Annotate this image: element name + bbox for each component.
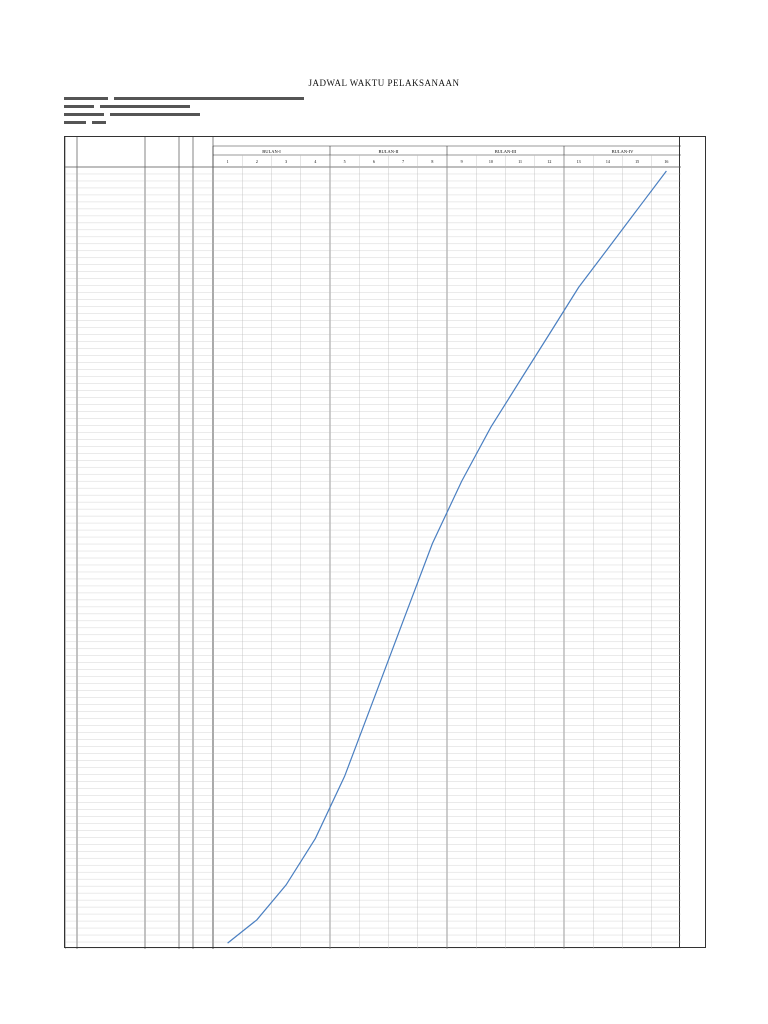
week-number: 4 — [314, 159, 317, 164]
cumulative-cell — [680, 398, 705, 405]
week-number: 3 — [285, 159, 288, 164]
cumulative-cell — [680, 795, 705, 802]
cumulative-cell — [680, 523, 705, 530]
cumulative-cell — [680, 739, 705, 746]
cumulative-cell — [680, 356, 705, 363]
cumulative-cell — [680, 628, 705, 635]
cumulative-cell — [680, 370, 705, 377]
cumulative-cell — [680, 412, 705, 419]
month-header: BULAN-I — [262, 149, 281, 154]
cumulative-cell — [680, 314, 705, 321]
cumulative-cell — [680, 272, 705, 279]
cumulative-cell — [680, 607, 705, 614]
cumulative-cell — [680, 712, 705, 719]
cumulative-cell — [680, 405, 705, 412]
cumulative-cell — [680, 642, 705, 649]
cumulative-cell — [680, 872, 705, 879]
cumulative-cell — [680, 259, 705, 266]
cumulative-cell — [680, 677, 705, 684]
cumulative-cell — [680, 551, 705, 558]
cumulative-cell — [680, 802, 705, 809]
cumulative-cell — [680, 342, 705, 349]
project-info-block — [64, 96, 704, 128]
cumulative-cell — [680, 189, 705, 196]
cumulative-cell — [680, 774, 705, 781]
cumulative-cell — [680, 781, 705, 788]
cumulative-cell — [680, 203, 705, 210]
cumulative-cell — [680, 900, 705, 907]
cumulative-cell — [680, 419, 705, 426]
cumulative-cell — [680, 447, 705, 454]
cumulative-cell — [680, 579, 705, 586]
cumulative-cell — [680, 293, 705, 300]
cumulative-cell — [680, 844, 705, 851]
month-header: BULAN-II — [378, 149, 399, 154]
cumulative-cell — [680, 196, 705, 203]
cumulative-cell — [680, 335, 705, 342]
cumulative-cell — [680, 691, 705, 698]
cumulative-cell — [680, 921, 705, 928]
cumulative-cell — [680, 509, 705, 516]
week-number: 1 — [226, 159, 229, 164]
cumulative-cell — [680, 168, 705, 175]
cumulative-cell — [680, 837, 705, 844]
schedule-table — [64, 136, 680, 948]
cumulative-cell — [680, 600, 705, 607]
cumulative-cell — [680, 217, 705, 224]
cumulative-cell — [680, 440, 705, 447]
cumulative-cell — [680, 454, 705, 461]
cumulative-cell — [680, 489, 705, 496]
page-title: JADWAL WAKTU PELAKSANAAN — [308, 78, 460, 88]
cumulative-cell — [680, 391, 705, 398]
cumulative-cell — [680, 349, 705, 356]
cumulative-cell — [680, 621, 705, 628]
week-number: 16 — [664, 159, 669, 164]
week-number: 2 — [255, 159, 258, 164]
cumulative-cell — [680, 928, 705, 935]
cumulative-cell — [680, 635, 705, 642]
cumulative-cell — [680, 384, 705, 391]
week-number: 5 — [343, 159, 346, 164]
cumulative-cell — [680, 698, 705, 705]
week-number: 14 — [605, 159, 610, 164]
cumulative-cell — [680, 893, 705, 900]
week-number: 13 — [576, 159, 581, 164]
cumulative-cell — [680, 614, 705, 621]
cumulative-cell — [680, 502, 705, 509]
cumulative-cell — [680, 426, 705, 433]
cumulative-cell — [680, 161, 705, 168]
cumulative-cell — [680, 718, 705, 725]
cumulative-cell — [680, 788, 705, 795]
week-number: 6 — [372, 159, 375, 164]
schedule-grid — [65, 137, 681, 949]
cumulative-column — [680, 136, 706, 948]
cumulative-cell — [680, 753, 705, 760]
cumulative-cell — [680, 182, 705, 189]
cumulative-cell — [680, 865, 705, 872]
cumulative-cell — [680, 558, 705, 565]
cumulative-cell — [680, 433, 705, 440]
cumulative-cell — [680, 475, 705, 482]
cumulative-cell — [680, 767, 705, 774]
cumulative-cell — [680, 830, 705, 837]
week-number: 7 — [402, 159, 405, 164]
cumulative-cell — [680, 468, 705, 475]
cumulative-cell — [680, 851, 705, 858]
month-header: BULAN-IV — [611, 149, 634, 154]
cumulative-cell — [680, 809, 705, 816]
cumulative-cell — [680, 154, 705, 161]
cumulative-cell — [680, 656, 705, 663]
cumulative-cell — [680, 495, 705, 502]
cumulative-cell — [680, 565, 705, 572]
cumulative-cell — [680, 363, 705, 370]
cumulative-cell — [680, 670, 705, 677]
cumulative-cell — [680, 530, 705, 537]
cumulative-cell — [680, 732, 705, 739]
cumulative-cell — [680, 328, 705, 335]
cumulative-cell — [680, 377, 705, 384]
week-number: 8 — [431, 159, 434, 164]
cumulative-cell — [680, 537, 705, 544]
cumulative-cell — [680, 286, 705, 293]
cumulative-cell — [680, 482, 705, 489]
cumulative-cell — [680, 245, 705, 252]
cumulative-cell — [680, 461, 705, 468]
cumulative-cell — [680, 321, 705, 328]
cumulative-cell — [680, 823, 705, 830]
cumulative-cell — [680, 210, 705, 217]
cumulative-cell — [680, 649, 705, 656]
week-number: 15 — [635, 159, 640, 164]
cumulative-cell — [680, 914, 705, 921]
cumulative-cell — [680, 858, 705, 865]
cumulative-cell — [680, 816, 705, 823]
cumulative-cell — [680, 238, 705, 245]
cumulative-cell — [680, 879, 705, 886]
cumulative-cell — [680, 175, 705, 182]
cumulative-cell — [680, 886, 705, 893]
cumulative-cell — [680, 300, 705, 307]
cumulative-cell — [680, 252, 705, 259]
cumulative-cell — [680, 907, 705, 914]
cumulative-cell — [680, 593, 705, 600]
week-number: 10 — [488, 159, 493, 164]
cumulative-cell — [680, 266, 705, 273]
cumulative-header — [680, 137, 705, 154]
cumulative-cell — [680, 544, 705, 551]
cumulative-cell — [680, 725, 705, 732]
cumulative-cell — [680, 746, 705, 753]
week-number: 11 — [518, 159, 523, 164]
cumulative-cell — [680, 760, 705, 767]
cumulative-cell — [680, 516, 705, 523]
cumulative-cell — [680, 307, 705, 314]
cumulative-cell — [680, 224, 705, 231]
cumulative-cell — [680, 705, 705, 712]
cumulative-cell — [680, 586, 705, 593]
cumulative-cell — [680, 231, 705, 238]
cumulative-cell — [680, 684, 705, 691]
week-number: 12 — [547, 159, 552, 164]
week-number: 9 — [460, 159, 463, 164]
cumulative-cell — [680, 663, 705, 670]
cumulative-cell — [680, 279, 705, 286]
cumulative-cell — [680, 572, 705, 579]
month-header: BULAN-III — [494, 149, 517, 154]
